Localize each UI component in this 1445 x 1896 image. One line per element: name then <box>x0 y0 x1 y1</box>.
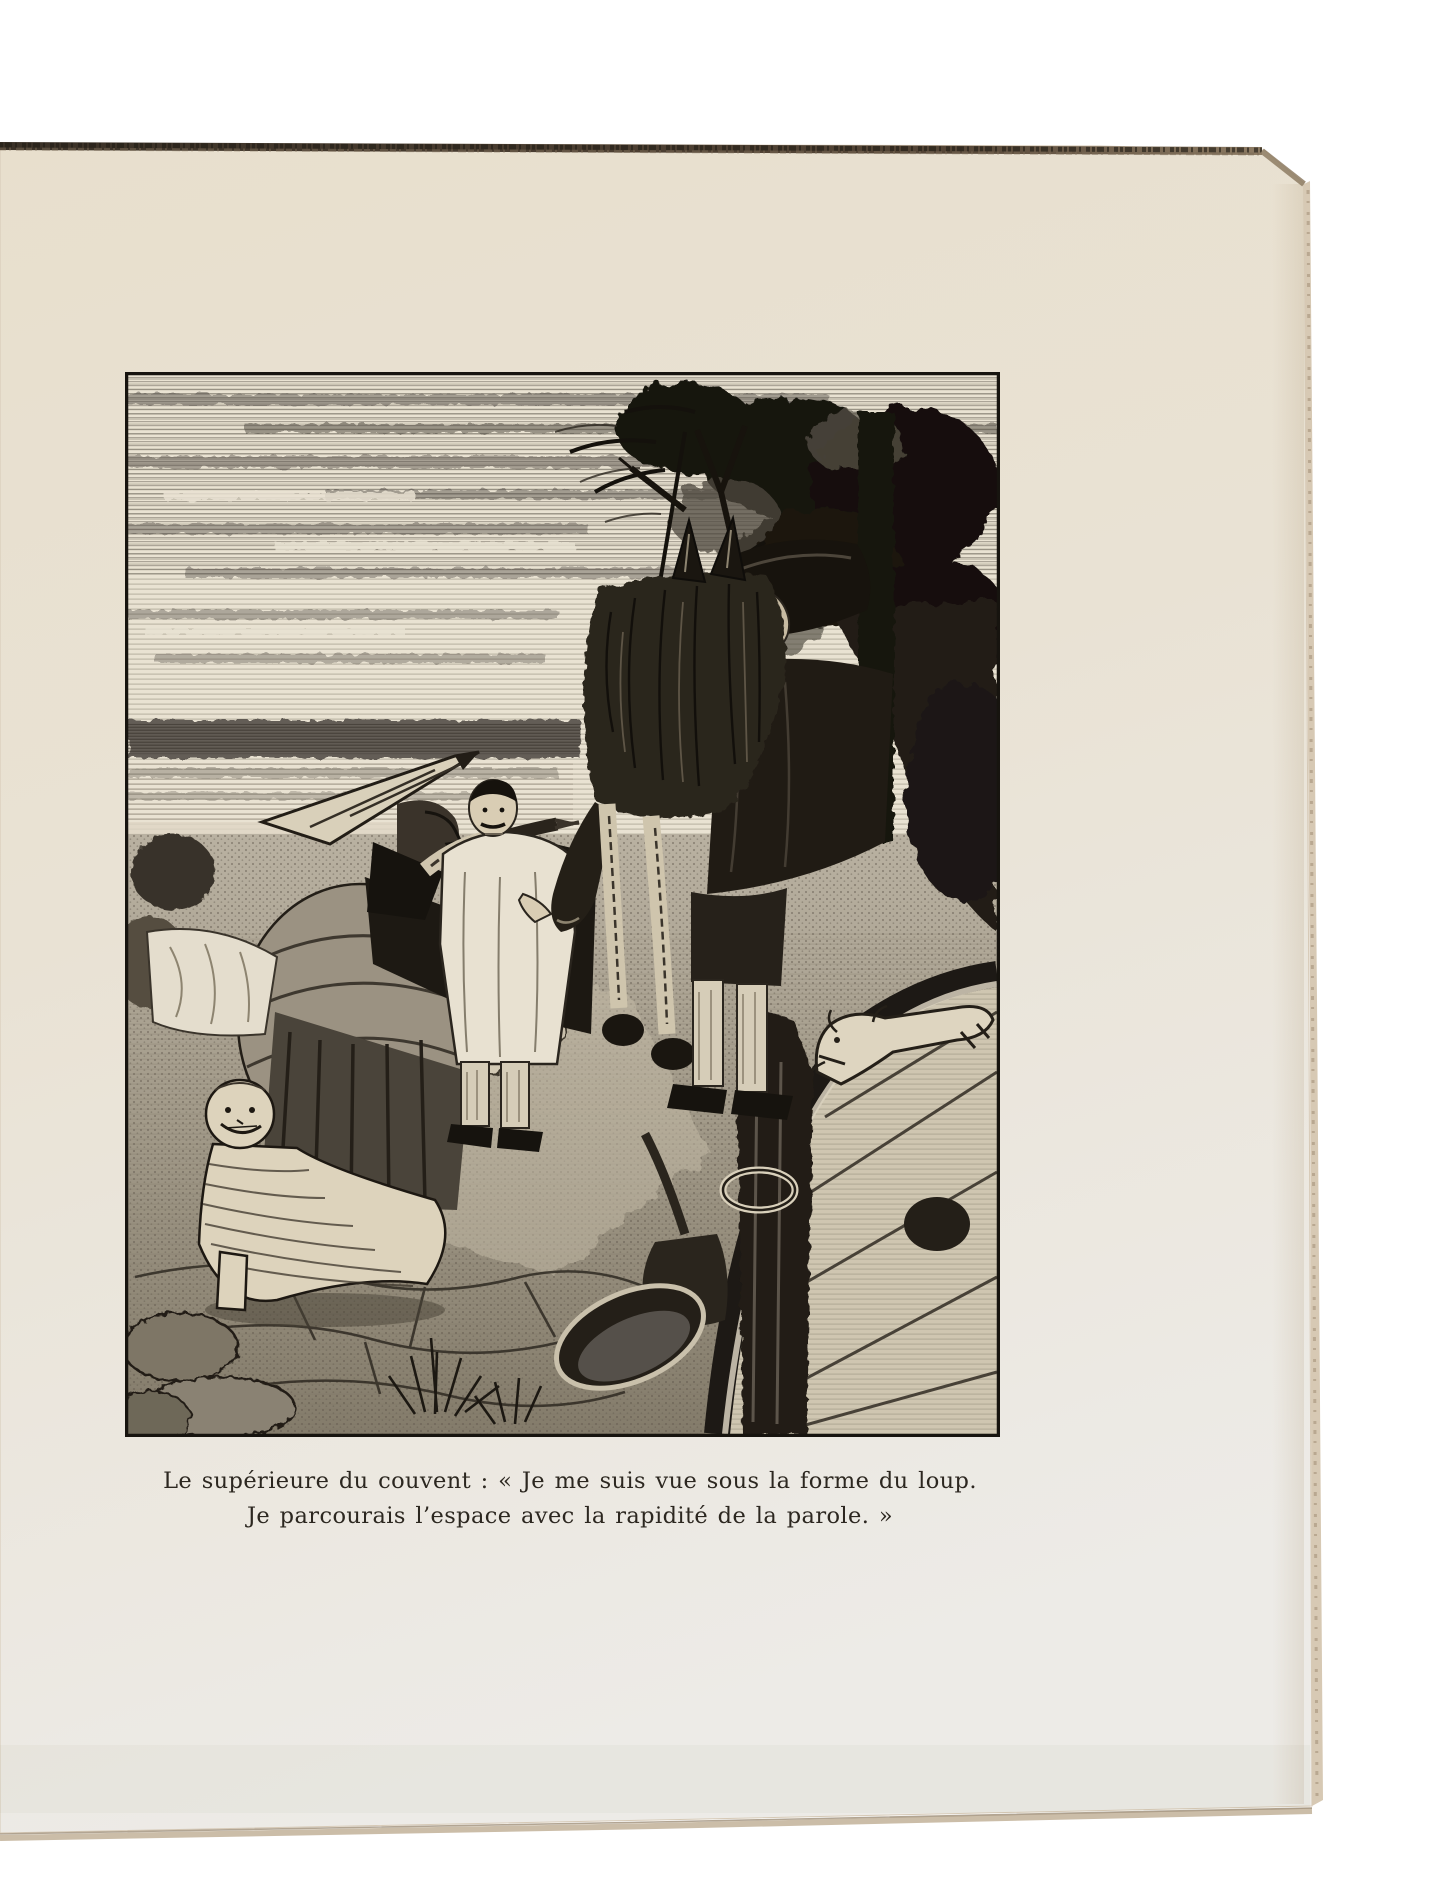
illustration-caption <box>130 1464 1010 1534</box>
caption-line-2: Je parcourais l’espace avec la rapidité de la parole. » <box>246 1503 894 1529</box>
caption-line-1: Le supérieure du couvent : « Je me suis vue sous la forme du loup. <box>163 1468 977 1494</box>
engraving-illustration <box>110 372 1025 1443</box>
